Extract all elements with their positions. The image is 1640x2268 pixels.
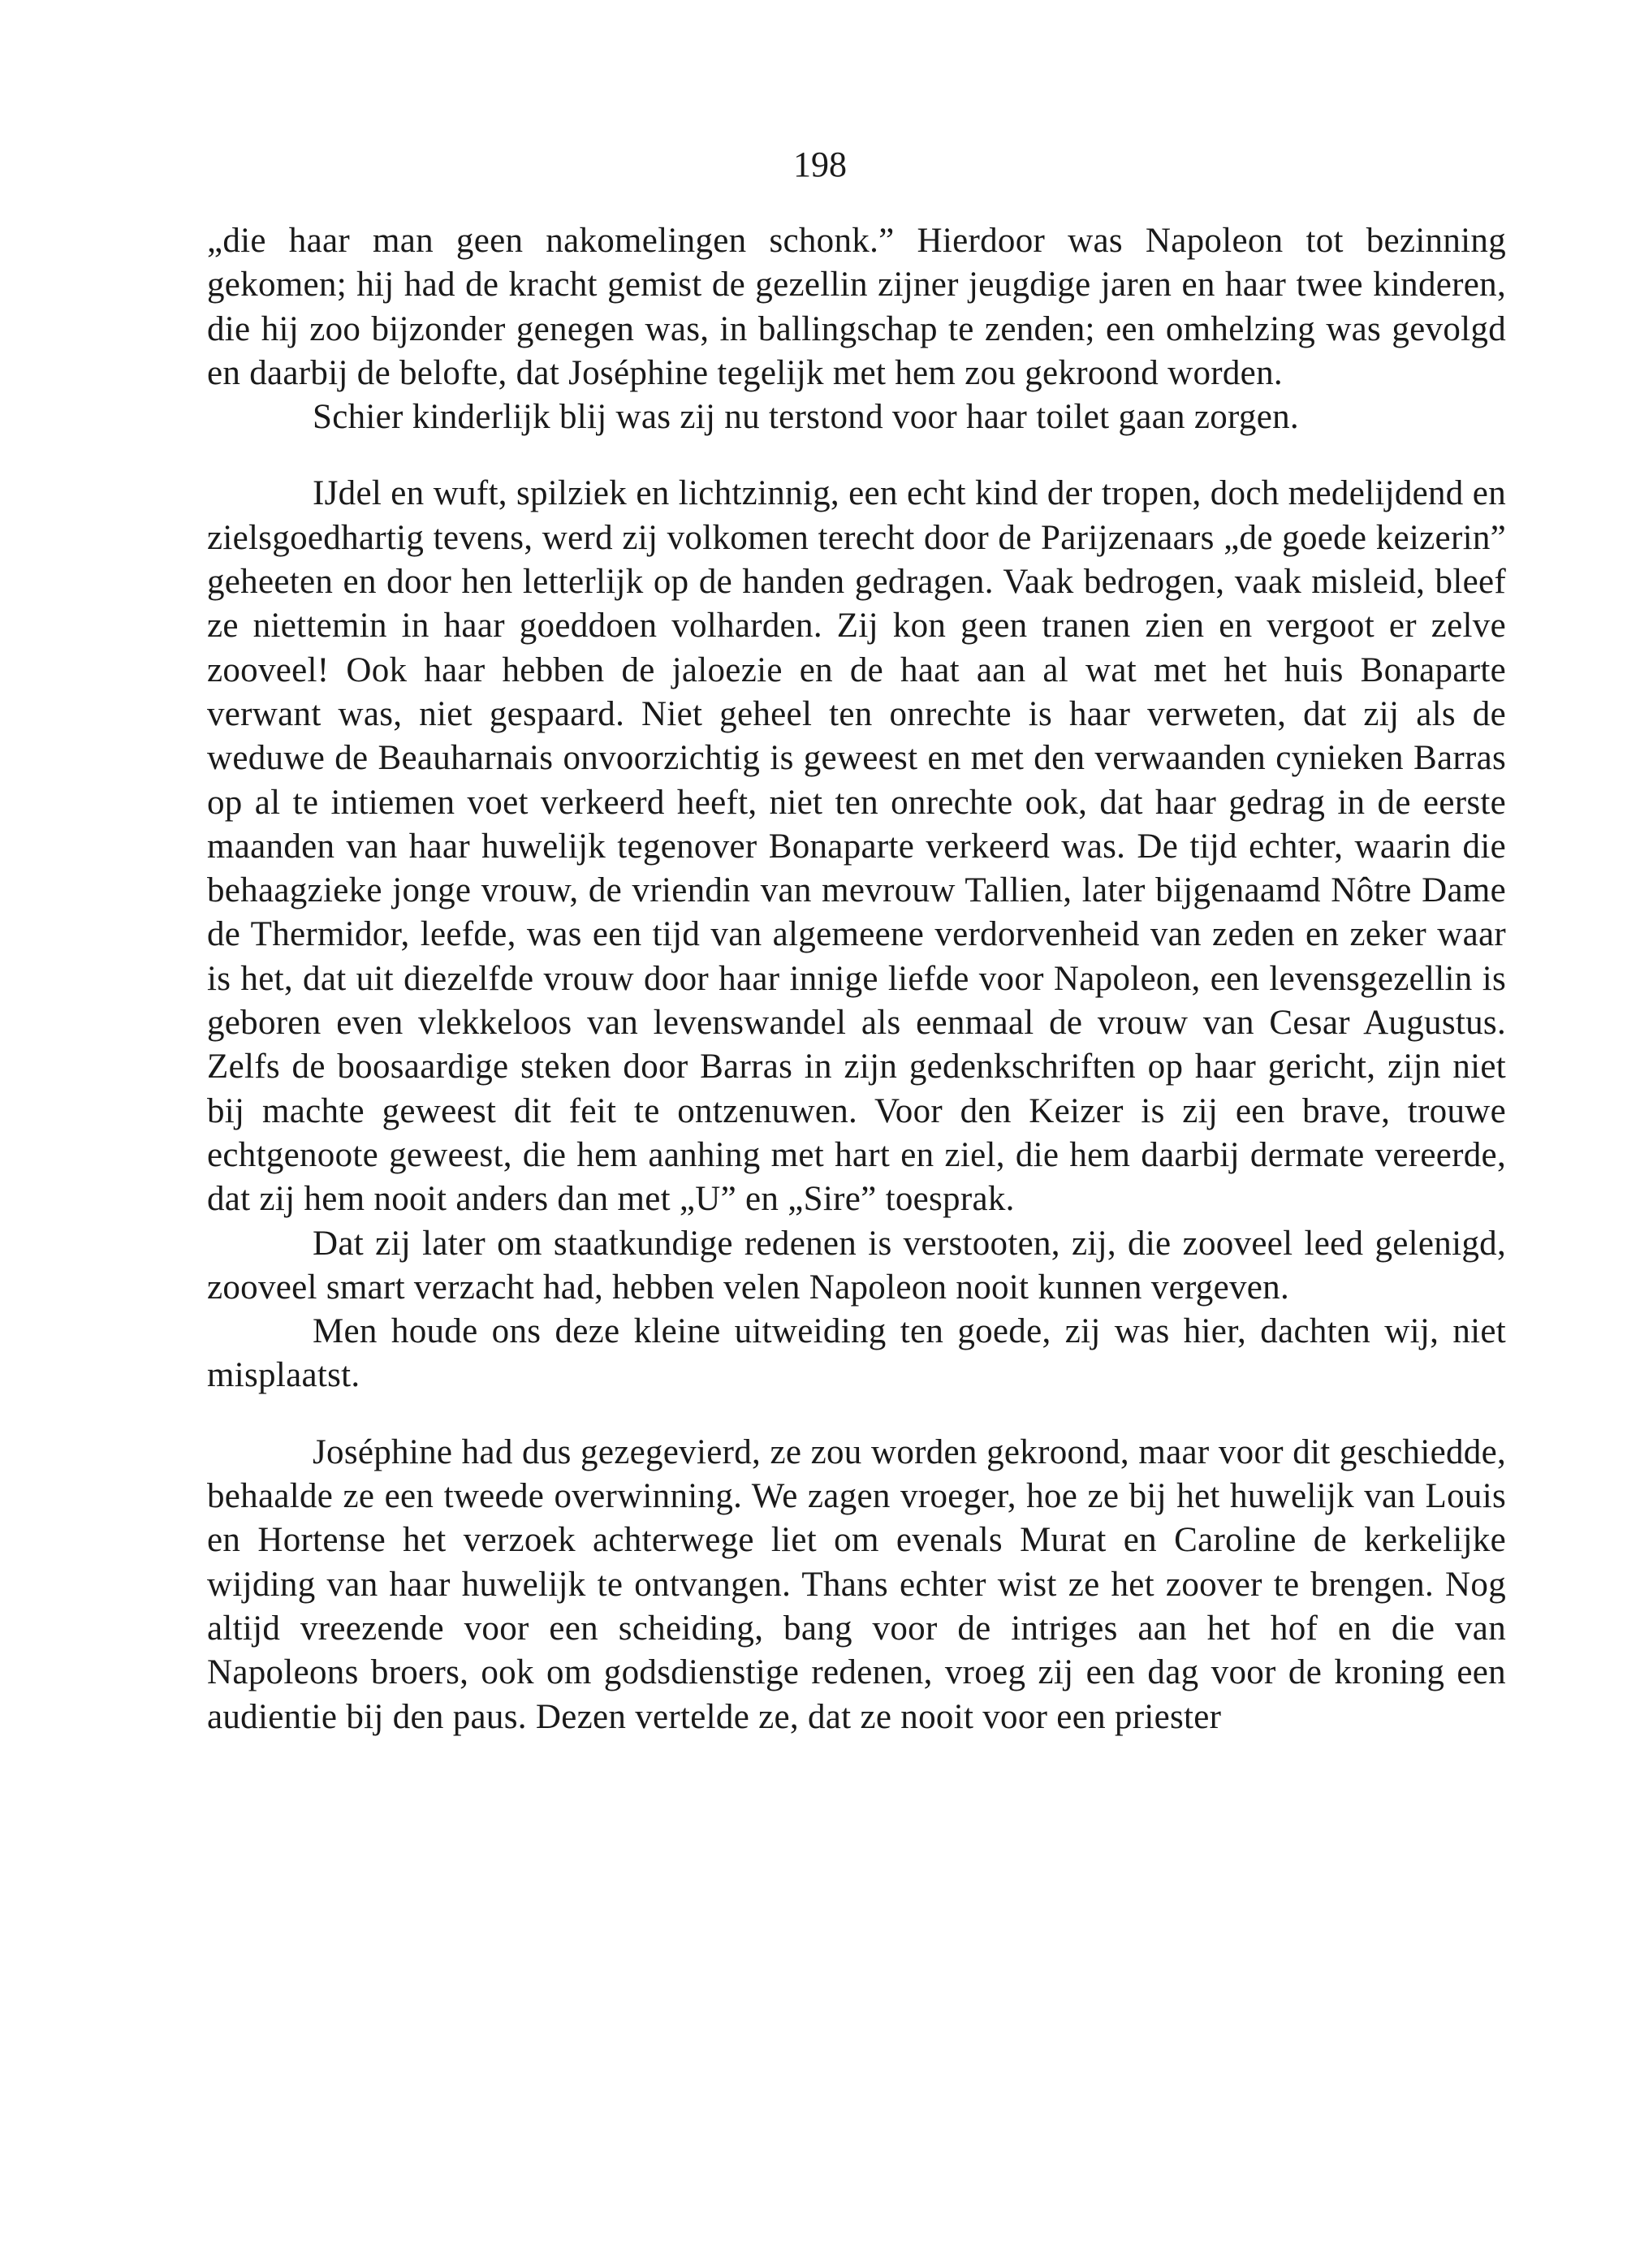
page-number: 198 [793,145,847,184]
paragraph-second-victory: Joséphine had dus gezegevierd, ze zou worden gekroond, maar voor dit geschiedde, behaalde ze een tweede overwinning. We zagen vroeger, hoe ze bij het huwelijk van Louis en Hortense het verzoek achterwege liet om evenals Murat en Caroline de kerkelijke wijding van haar huwelijk te ontvangen. Thans echter wist ze het zoover te brengen. Nog altijd vreezende voor een scheiding, bang voor de intriges aan het hof en die van Napoleons broers, ook om godsdienstige redenen, vroeg zij een dag voor de kroning een audientie bij den paus. Dezen vertelde ze, dat ze nooit voor een priester [207,1432,1506,1736]
paragraph-continuation: „die haar man geen nakomelingen schonk.” Hierdoor was Napoleon tot bezinning gekomen; hij had de kracht gemist de gezellin zijner jeugdige jaren en haar twee kinderen, die hij zoo bijzonder genegen was, in ballingschap te zenden; een omhelzing was gevolgd en daarbij de belofte, dat Joséphine tegelijk met hem zou gekroond worden. [207,222,1506,392]
paragraph-good-empress: IJdel en wuft, spilziek en lichtzinnig, een echt kind der tropen, doch medelijdend en zielsgoedhartig tevens, werd zij volkomen terecht door de Parijzenaars „de goede keizerin” geheeten en door hen letterlijk op de handen gedragen. Vaak bedrogen, vaak misleid, bleef ze niettemin in haar goeddoen volharden. Zij kon geen tranen zien en vergoot er zelve zooveel! Ook haar hebben de jaloezie en de haat aan al wat met het huis Bonaparte verwant was, niet gespaard. Niet geheel ten onrechte is haar verweten, dat zij als de weduwe de Beauharnais onvoorzichtig is geweest en met den verwaanden cynieken Barras op al te intiemen voet verkeerd heeft, niet ten onrechte ook, dat haar gedrag in de eerste maanden van haar huwelijk tegenover Bonaparte verkeerd was. De tijd echter, waarin die behaagzieke jonge vrouw, de vriendin van mevrouw Tallien, later bijgenaamd Nôtre Dame de Thermidor, leefde, was een tijd van algemeene verdorvenheid van zeden en zeker waar is het, dat uit diezelfde vrouw door haar innige liefde voor Napoleon, een levensgezellin is geboren even vlekkeloos van levenswandel als eenmaal de vrouw van Cesar Augustus. Zelfs de boosaardige steken door Barras in zijn gedenkschriften op haar gericht, zijn niet bij machte geweest dit feit te ontzenuwen. Voor den Keizer is zij een brave, trouwe echtgenoote geweest, die hem aanhing met hart en ziel, die hem daarbij dermate vereerde, dat zij hem nooit anders dan met „U” en „Sire” toesprak. [207,474,1506,1219]
section-gap [207,439,1506,472]
paragraph-toilet: Schier kinderlijk blij was zij nu terstond voor haar toilet gaan zorgen. [313,398,1299,437]
body-text [207,219,1506,1739]
paragraph-repudiation: Dat zij later om staatkundige redenen is verstooten, zij, die zooveel leed gelenigd, zooveel smart verzacht had, hebben velen Napoleon nooit kunnen vergeven. [207,1224,1506,1307]
paragraph-digression: Men houde ons deze kleine uitweiding ten goede, zij was hier, dachten wij, niet misplaatst. [207,1312,1506,1395]
section-gap [207,1398,1506,1431]
